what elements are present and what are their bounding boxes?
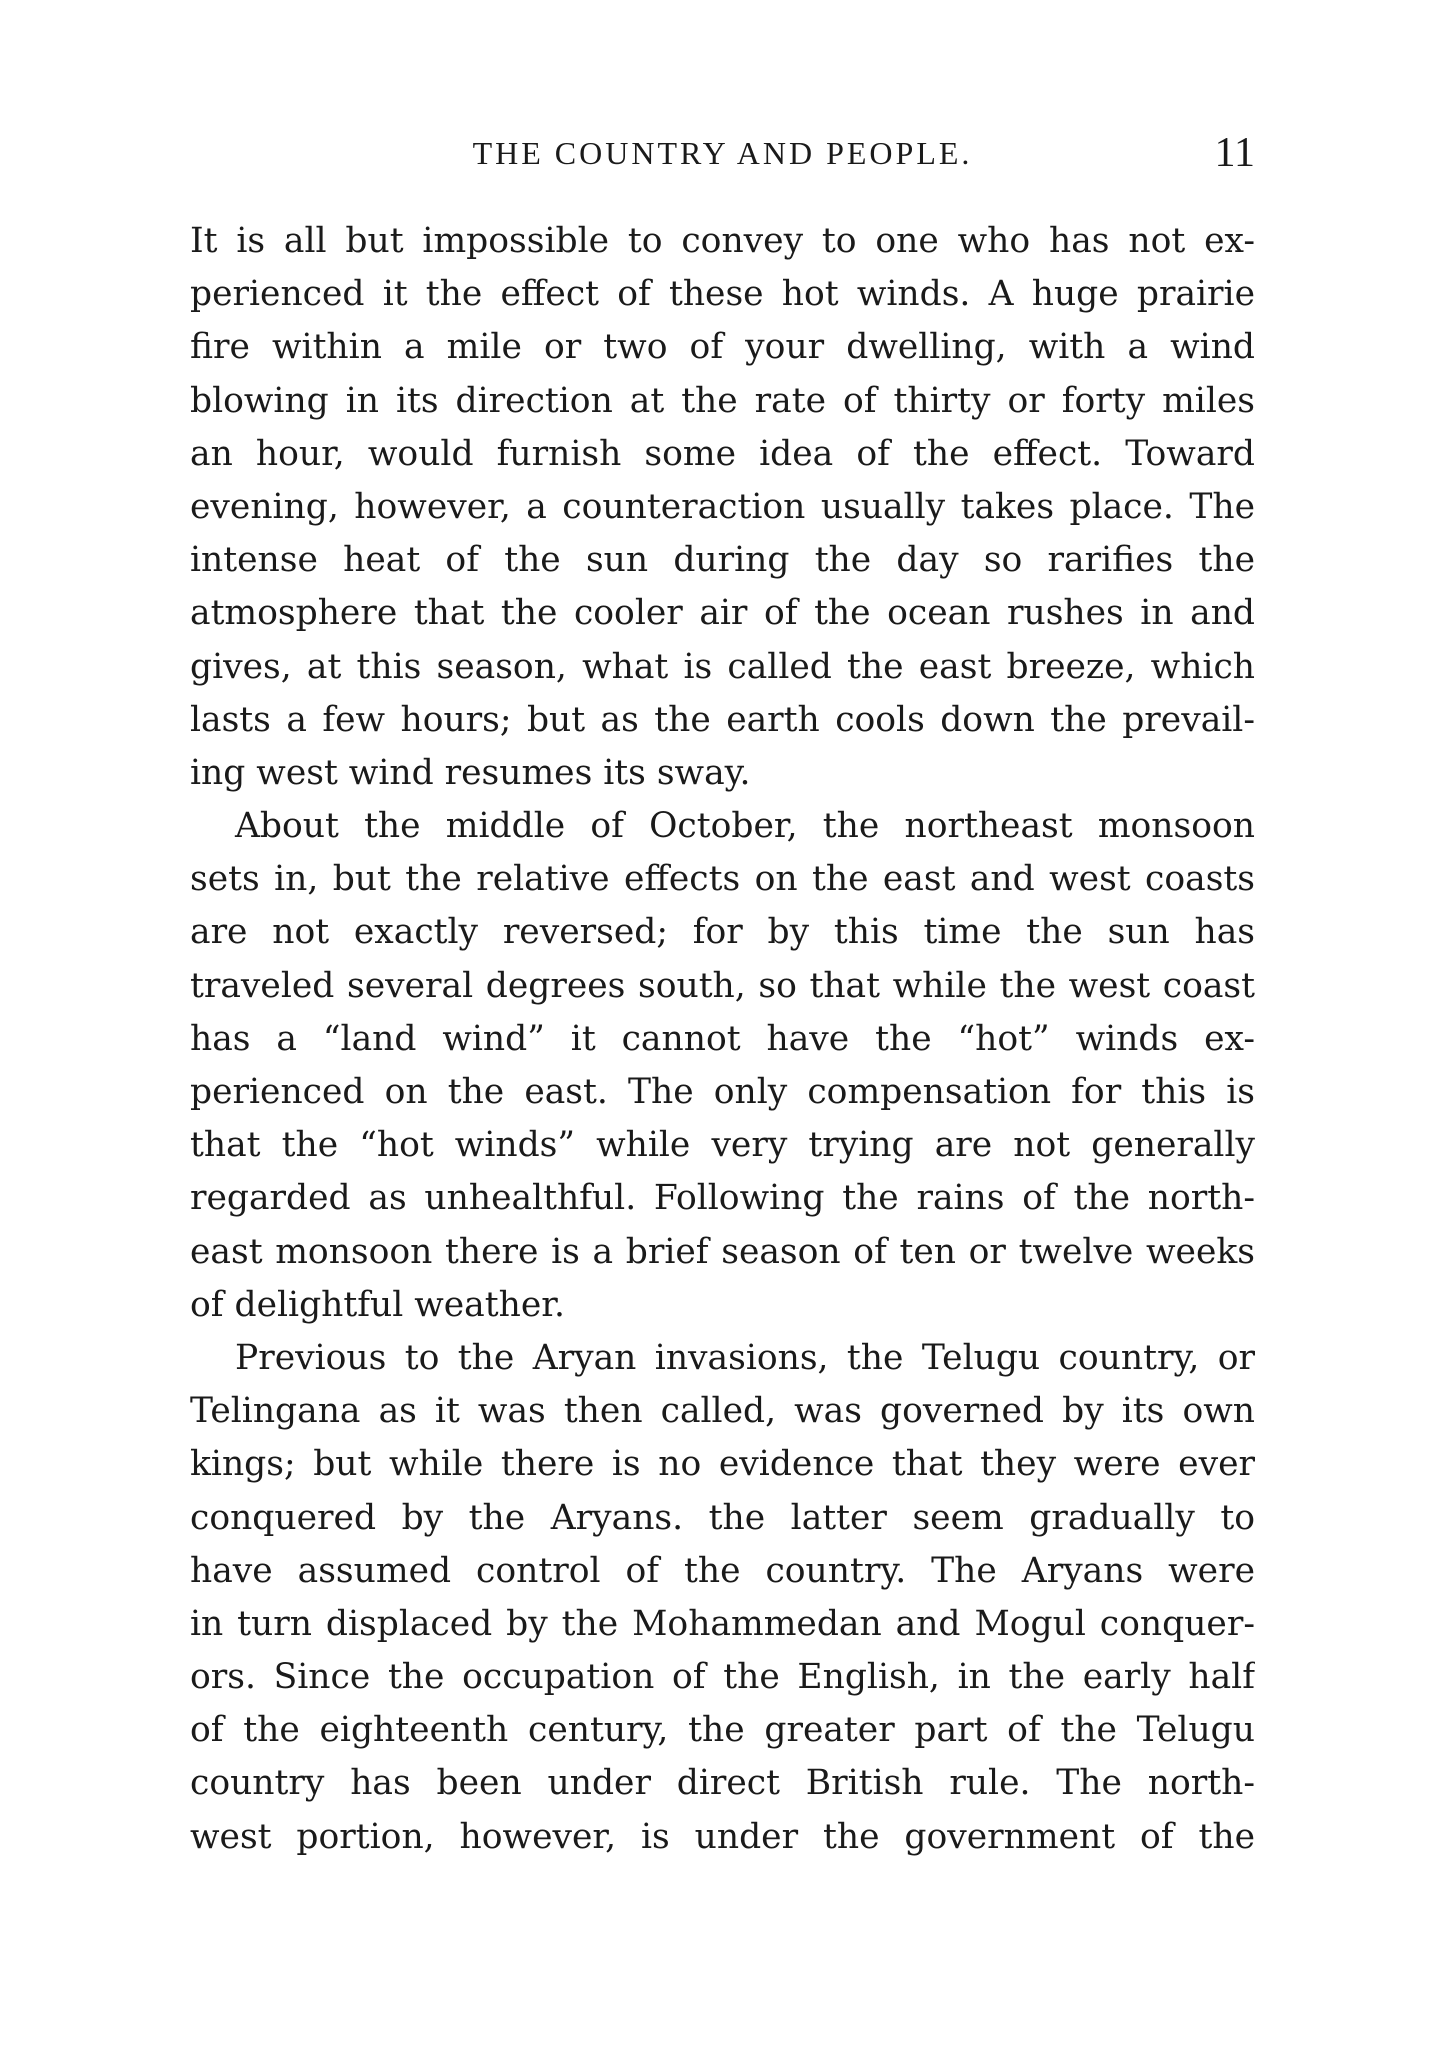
text-line: fire within a mile or two of your dwelling, with a wind [190,327,1255,368]
text-line: regarded as unhealthful. Following the rains of the north- [190,1178,1255,1219]
text-line: in turn displaced by the Mohammedan and Mogul conquer- [190,1603,1255,1644]
text-line: Telingana as it was then called, was governed by its own [190,1391,1255,1432]
text-line: perienced it the effect of these hot winds. A huge prairie [190,274,1255,315]
text-line: About the middle of October, the northeast monsoon [235,806,1255,847]
running-title: THE COUNTRY AND PEOPLE. [472,135,973,171]
text-line: are not exactly reversed; for by this time the sun has [190,912,1255,953]
text-line: ing west wind resumes its sway. [190,752,751,793]
text-line: an hour, would furnish some idea of the effect. Toward [190,433,1255,474]
text-line: evening, however, a counteraction usually takes place. The [190,486,1255,527]
text-line: blowing in its direction at the rate of thirty or forty miles [190,380,1255,421]
text-line: has a “land wind” it cannot have the “hot” winds ex- [190,1018,1255,1059]
text-line: conquered by the Aryans. the latter seem gradually to [190,1497,1255,1538]
text-line: west portion, however, is under the government of the [190,1816,1255,1857]
text-line: that the “hot winds” while very trying are not generally [190,1125,1255,1166]
text-line: of the eighteenth century, the greater part of the Telugu [190,1710,1255,1751]
text-line: intense heat of the sun during the day so rarifies the [190,540,1255,581]
text-line: traveled several degrees south, so that while the west coast [190,965,1255,1006]
text-line: ors. Since the occupation of the English, in the early half [190,1657,1255,1698]
text-line: east monsoon there is a brief season of ten or twelve weeks [190,1231,1255,1272]
text-line: sets in, but the relative effects on the east and west coasts [190,859,1255,900]
text-line: perienced on the east. The only compensation for this is [190,1072,1255,1112]
text-line: have assumed control of the country. The Aryans were [190,1550,1255,1591]
page-number: 11 [1214,130,1255,176]
text-line: atmosphere that the cooler air of the ocean rushes in and [190,593,1255,634]
body-text [190,215,1255,1864]
text-line: Previous to the Aryan invasions, the Telugu country, or [235,1337,1255,1378]
text-line: country has been under direct British rule. The north- [190,1763,1255,1804]
text-line: It is all but impossible to convey to one who has not ex- [190,221,1255,261]
running-head [190,128,1255,178]
text-line: of delightful weather. [190,1284,565,1325]
text-line: gives, at this season, what is called the east breeze, which [190,646,1255,687]
text-line: lasts a few hours; but as the earth cools down the prevail- [190,699,1255,740]
text-line: kings; but while there is no evidence that they were ever [190,1444,1255,1485]
